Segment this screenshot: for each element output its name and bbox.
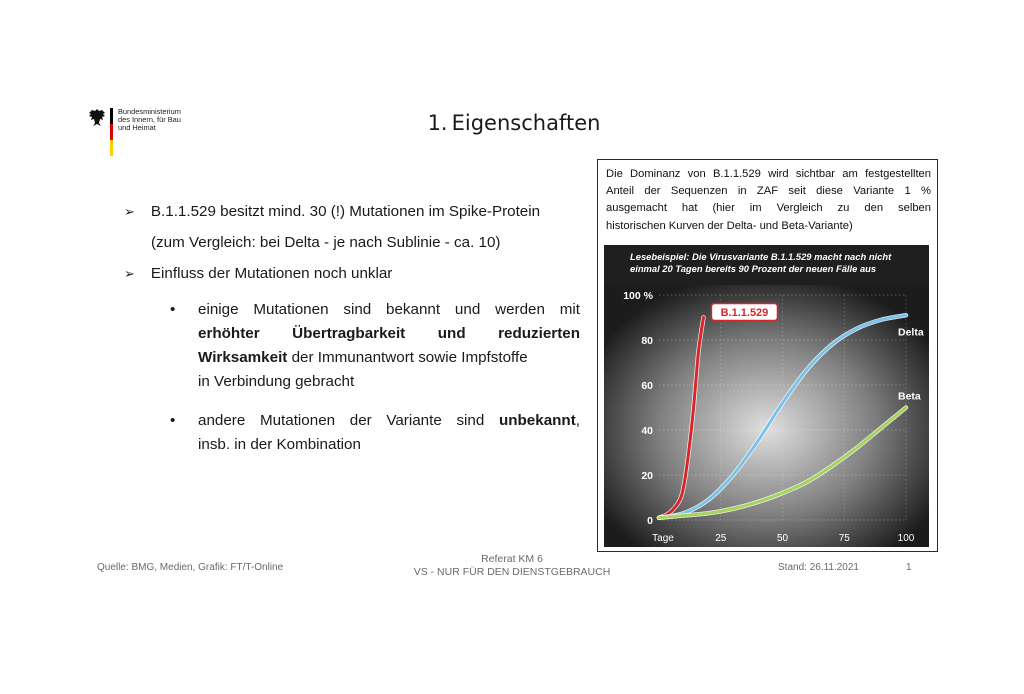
x-tick-label: 75 xyxy=(838,533,850,544)
dot-bullet-icon: • xyxy=(170,301,176,318)
bullet-text: Einfluss der Mutationen noch unklar xyxy=(150,265,393,282)
caption-line: Anteil der Sequenzen in ZAF seit diese Variante 1 % xyxy=(606,185,931,198)
footer-classification: VS - NUR FÜR DEN DIENSTGEBRAUCH xyxy=(413,566,611,578)
sub-bullet-text xyxy=(198,298,580,394)
chart-plot-glow xyxy=(604,285,929,547)
series-label: B.1.1.529 xyxy=(720,307,769,319)
text-line: der Immunantwort sowie Impfstoffe xyxy=(287,349,528,366)
caption-line: Die Dominanz von B.1.1.529 wird sichtbar am festgestellten xyxy=(606,168,931,180)
text-line xyxy=(198,409,580,433)
x-tick-label: 100 xyxy=(897,533,915,544)
text-line: einige Mutationen sind bekannt und werden mit xyxy=(198,301,580,318)
page-number: 1 xyxy=(906,562,912,573)
text-part: , xyxy=(575,412,580,429)
series-label: Beta xyxy=(898,390,921,403)
x-axis-label: Tage xyxy=(652,533,674,544)
x-tick-label: 50 xyxy=(776,533,789,544)
x-tick-label: 25 xyxy=(715,533,727,544)
logo-line: Bundesministerium xyxy=(118,107,181,116)
bullet-item xyxy=(124,201,540,223)
dot-bullet-icon: • xyxy=(170,412,176,429)
title-number: 1. xyxy=(427,111,448,135)
figure-box xyxy=(597,159,938,552)
y-tick-label: 0 xyxy=(647,515,653,527)
figure-caption xyxy=(606,166,931,235)
classification-footer xyxy=(382,553,642,579)
page-title xyxy=(0,111,1024,135)
sub-bullet-item xyxy=(170,409,580,459)
sub-bullet-item xyxy=(170,298,580,398)
y-tick-label: 100 % xyxy=(623,290,653,302)
text-line: in Verbindung gebracht xyxy=(198,373,355,390)
arrow-bullet-icon: ➢ xyxy=(124,204,135,219)
variant-chart xyxy=(604,245,929,547)
logo-line: und Heimat xyxy=(118,123,156,133)
chart-subtitle-line: Lesebeispiel: Die Virusvariante B.1.1.529 macht nach nicht xyxy=(630,251,892,262)
text-part: andere Mutationen der Variante sind xyxy=(198,412,499,429)
text-line-bold: erhöhter Übertragbarkeit und reduzierten xyxy=(198,325,580,342)
y-tick-label: 80 xyxy=(641,335,653,347)
text-line: insb. in der Kombination xyxy=(198,436,361,453)
text-bold: Wirksamkeit xyxy=(198,349,288,366)
arrow-bullet-icon: ➢ xyxy=(124,266,135,281)
caption-line: ausgemacht hat (hier im Vergleich zu den selben xyxy=(606,202,931,215)
logo-line: des Innern, für Bau xyxy=(118,115,181,125)
y-tick-label: 40 xyxy=(641,425,653,437)
source-note: Quelle: BMG, Medien, Grafik: FT/T-Online xyxy=(97,562,284,573)
sub-bullet-text xyxy=(198,409,580,457)
title-text: Eigenschaften xyxy=(451,111,601,135)
bullet-text: B.1.1.529 besitzt mind. 30 (!) Mutationen im Spike-Protein xyxy=(150,203,541,220)
bullet-continuation: (zum Vergleich: bei Delta - je nach Sublinie - ca. 10) xyxy=(151,234,501,251)
series-label: Delta xyxy=(898,326,924,339)
text-bold: unbekannt xyxy=(498,412,576,429)
footer-department: Referat KM 6 xyxy=(481,553,543,565)
y-tick-label: 60 xyxy=(641,380,653,392)
chart-subtitle-line: einmal 20 Tagen bereits 90 Prozent der neuen Fälle aus xyxy=(630,263,877,274)
date-stamp: Stand: 26.11.2021 xyxy=(778,562,859,573)
bullet-item xyxy=(124,263,392,285)
y-tick-label: 20 xyxy=(641,470,653,482)
caption-line: historischen Kurven der Delta- und Beta-Variante) xyxy=(606,219,853,232)
